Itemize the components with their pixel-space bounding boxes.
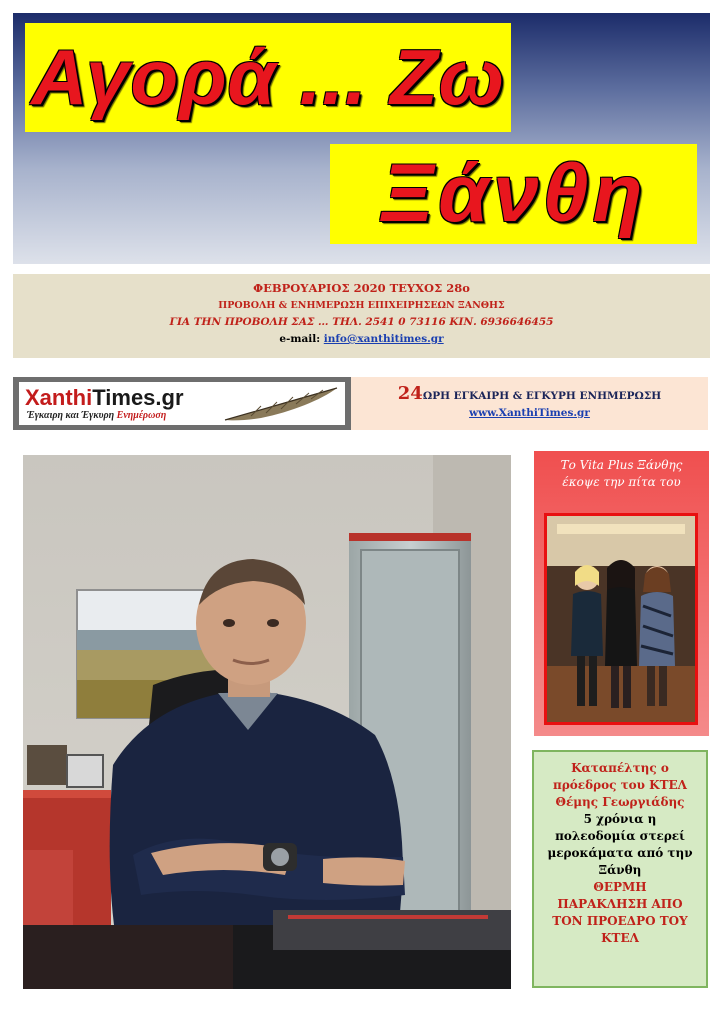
ktel-story[interactable] <box>532 750 708 988</box>
vita-headline-line1: Το Vita Plus Ξάνθης <box>560 458 683 472</box>
cover-photo-ktel-president <box>23 455 511 989</box>
ktel-red-line: Θέμης Γεωργιάδης <box>555 795 685 809</box>
logo-times: Times <box>92 385 156 410</box>
tagline-red: Ενημέρωση <box>116 410 167 421</box>
logo-gr: .gr <box>155 385 184 410</box>
vita-plus-headline <box>534 457 709 491</box>
magazine-title-line2: Ξάνθη <box>330 144 697 244</box>
news24-slogan <box>351 383 708 404</box>
xanthitimes-logo <box>25 385 184 411</box>
tagline-black: Έγκαιρη και Έγκυρη <box>27 410 115 421</box>
news24-text: ΩΡΗ ΕΓΚΑΙΡΗ & ΕΓΚΥΡΗ ΕΝΗΜΕΡΩΣΗ <box>422 390 662 402</box>
logo-xanthi: Xanthi <box>25 385 93 410</box>
ktel-black-line: πολεοδομία στερεί <box>555 829 685 843</box>
news24-box <box>351 377 708 430</box>
news24-number: 24 <box>397 383 423 404</box>
vita-headline-line2: έκοψε την πίτα του <box>562 475 681 489</box>
vita-plus-photo <box>544 513 698 725</box>
banner-tagline <box>27 410 166 421</box>
ktel-black-line: 5 χρόνια η <box>583 812 657 826</box>
email-label: e-mail: <box>279 333 321 345</box>
email-link[interactable]: info@xanthitimes.gr <box>323 333 444 345</box>
vita-plus-story[interactable] <box>534 451 709 736</box>
issue-info-box <box>13 274 710 358</box>
quill-feather-icon <box>221 384 341 424</box>
magazine-title-line1: Αγορά ... Ζω <box>25 23 511 132</box>
website-link[interactable]: www.XanthiTimes.gr <box>469 407 590 419</box>
ktel-black-line: μεροκάματα από την <box>547 846 693 860</box>
ktel-red-line: Καταπέλτης ο <box>571 761 669 775</box>
three-women-illustration <box>547 516 695 722</box>
contact-phones: ΓΙΑ ΤΗΝ ΠΡΟΒΟΛΗ ΣΑΣ … ΤΗΛ. 2541 0 73116 ΚΙΝ. 6936646455 <box>169 316 554 328</box>
email-line <box>13 331 710 348</box>
office-portrait-illustration <box>23 455 511 989</box>
xanthitimes-banner[interactable] <box>13 377 351 430</box>
issue-subtitle: ΠΡΟΒΟΛΗ & ΕΝΗΜΕΡΩΣΗ ΕΠΙΧΕΙΡΗΣΕΩΝ ΞΑΝΘΗΣ <box>218 300 505 311</box>
ktel-red-line: πρόεδρος του ΚΤΕΛ <box>553 778 687 792</box>
ktel-red-line: ΘΕΡΜΗ <box>593 880 647 894</box>
ktel-black-line: Ξάνθη <box>598 863 642 877</box>
ktel-red-line: ΤΟΝ ΠΡΟΕΔΡΟ ΤΟΥ <box>552 914 688 928</box>
ktel-red-line: ΚΤΕΛ <box>601 931 639 945</box>
issue-date: ΦΕΒΡΟΥΑΡΙΟΣ 2020 ΤΕΥΧΟΣ 28ο <box>253 281 470 295</box>
cover-header <box>13 13 710 264</box>
ktel-red-line: ΠΑΡΑΚΛΗΣΗ ΑΠΟ <box>557 897 683 911</box>
